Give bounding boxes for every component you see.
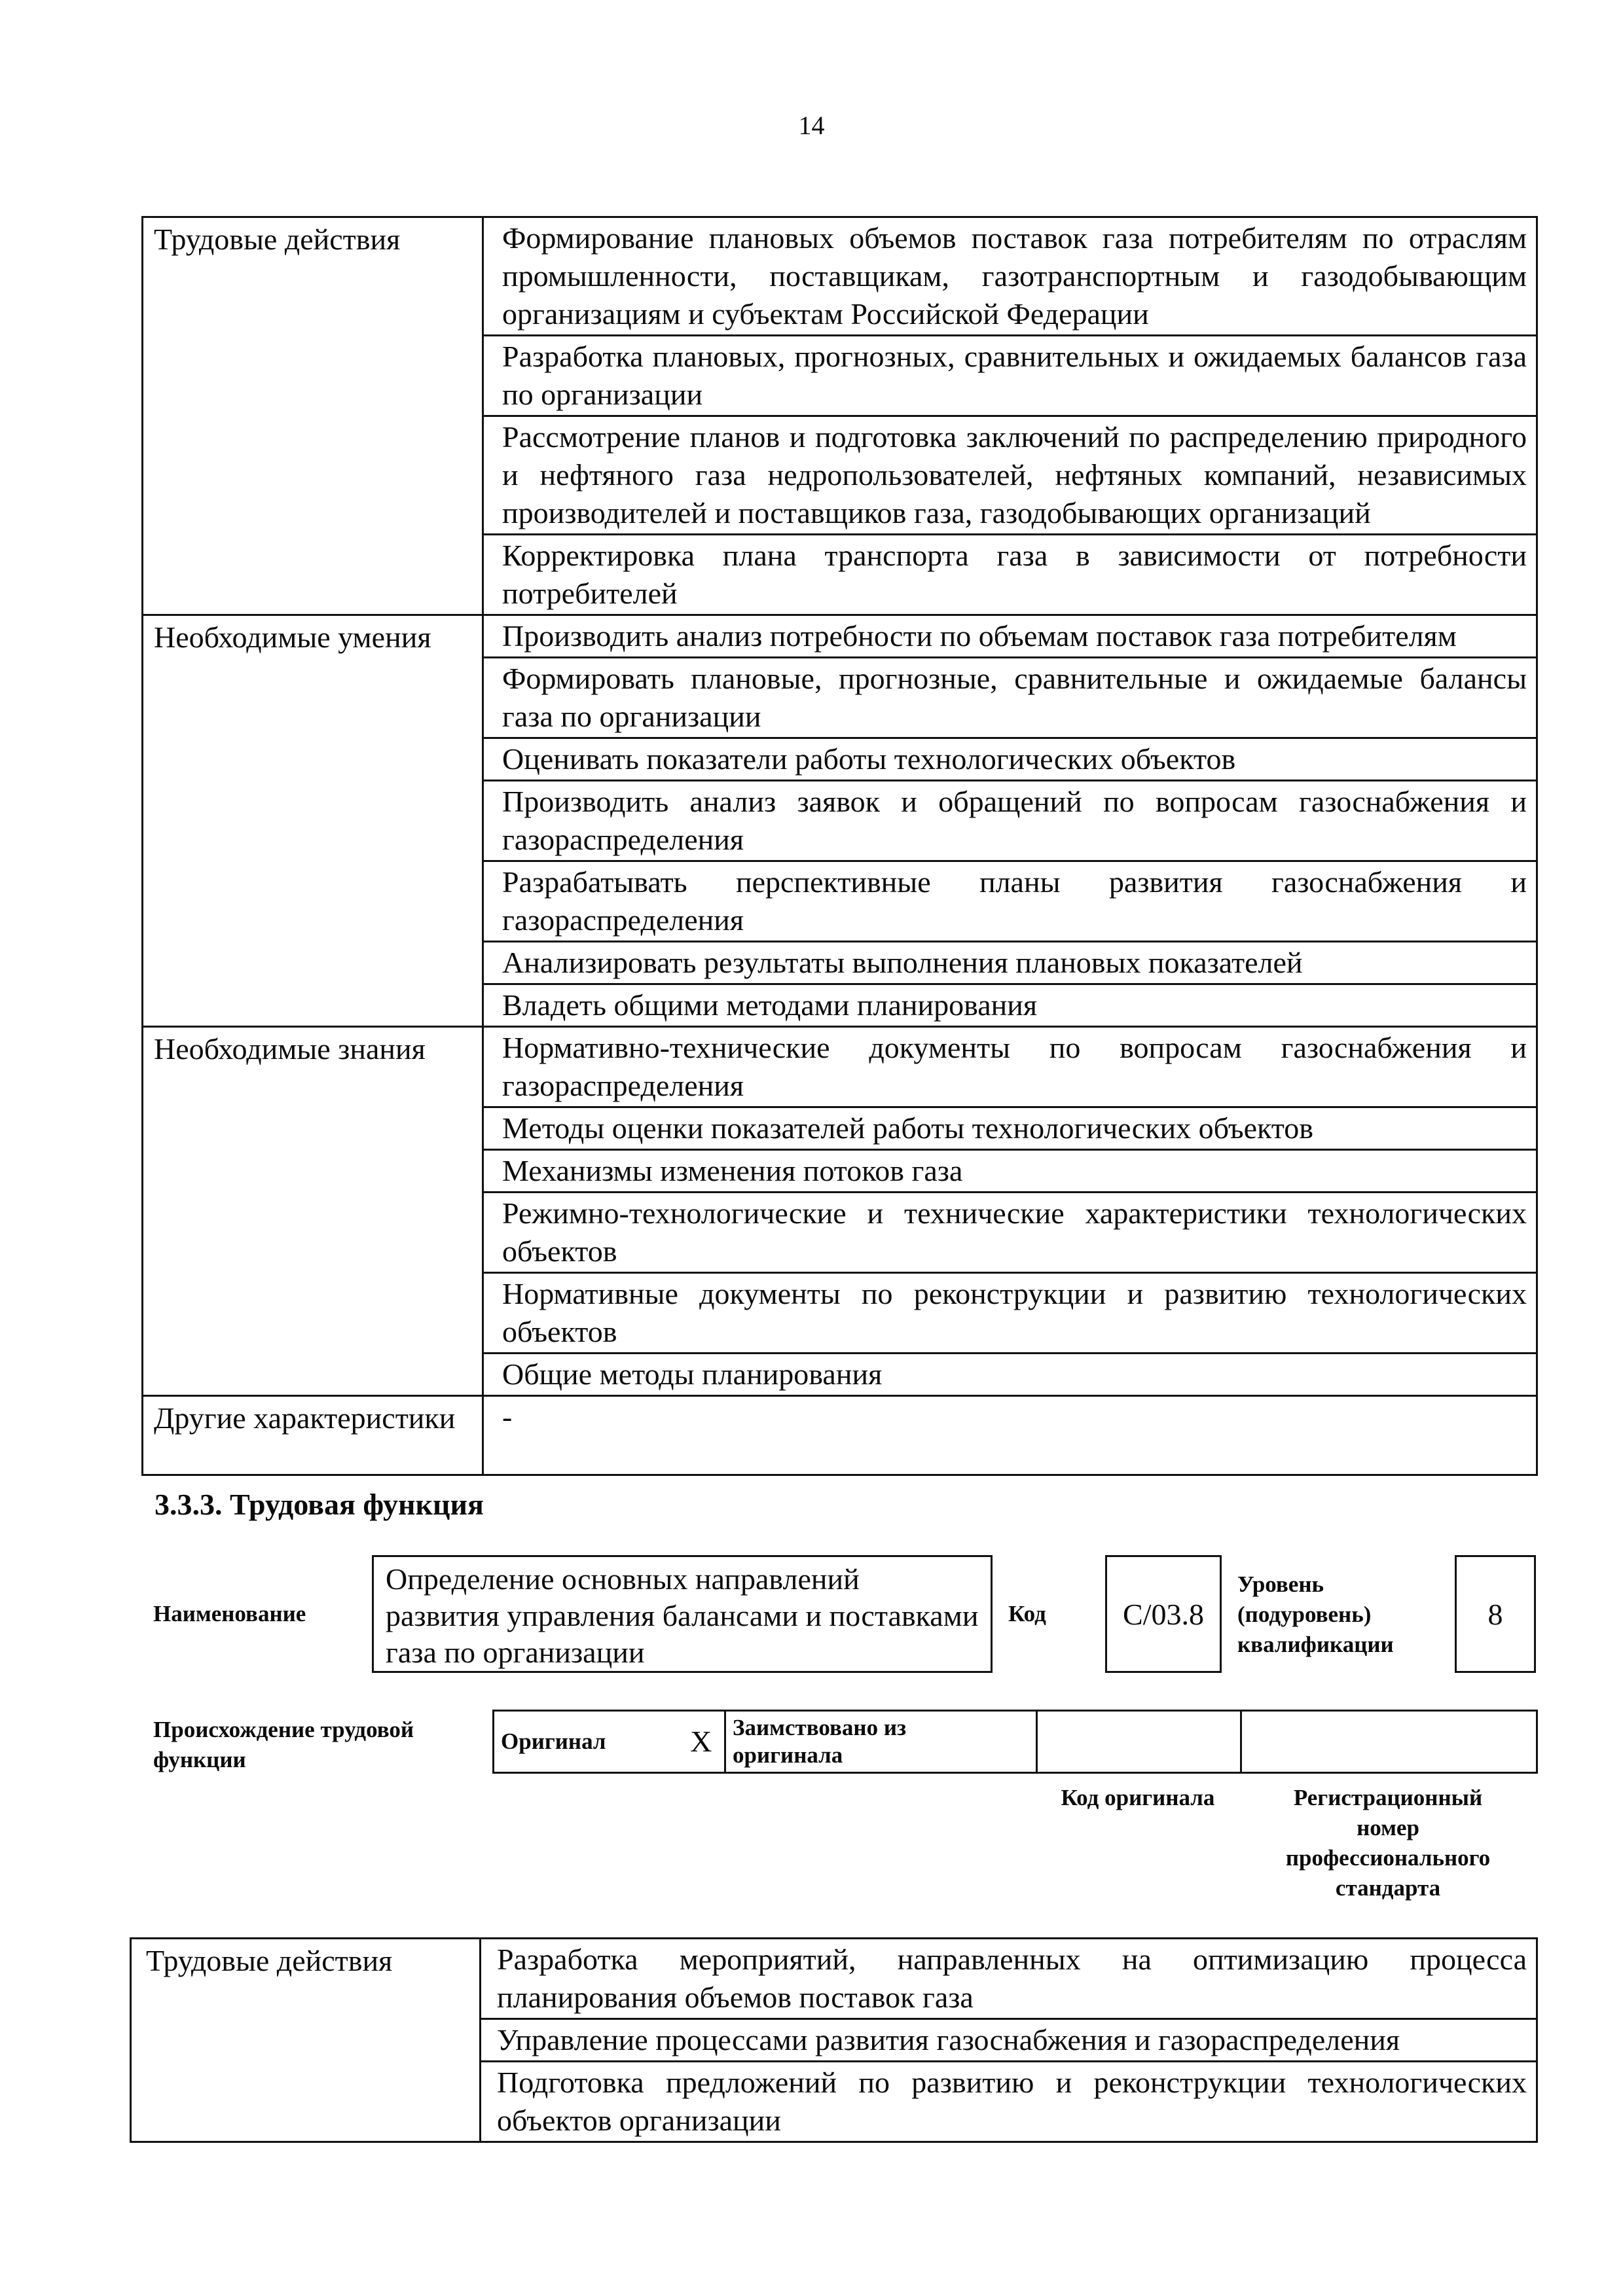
level-label-line: квалификации [1237, 1632, 1394, 1657]
qualification-level-box: 8 [1455, 1555, 1536, 1673]
table-cell: Режимно-технологические и технические характеристики технологических объектов [483, 1193, 1537, 1273]
table-cell: Анализировать результаты выполнения плановых показателей [483, 942, 1537, 984]
table-row [131, 1939, 1537, 2019]
table-cell: Формирование плановых объемов поставок газа потребителям по отраслям промышленности, поставщикам, газотранспортным и газодобывающим организациям и субъектам Российской Федерации [483, 217, 1537, 336]
table-row [143, 1027, 1537, 1107]
borrowed-label-line: оригинала [733, 1742, 843, 1768]
registration-caption-line: стандарта [1335, 1875, 1441, 1901]
row-label-other-characteristics: Другие характеристики [143, 1396, 483, 1475]
table-row [143, 1396, 1537, 1475]
function-name-box: Определение основных направлений развития управления балансами и поставками газа по организации [372, 1555, 993, 1673]
table-cell: Разработка мероприятий, направленных на оптимизацию процесса планирования объемов поставок газа [481, 1939, 1537, 2019]
table-cell: Рассмотрение планов и подготовка заключений по распределению природного и нефтяного газа недропользователей, нефтяных компаний, независимых производителей и поставщиков газа, газодобывающих организаций [483, 416, 1537, 535]
row-label-required-skills: Необходимые умения [143, 615, 483, 1027]
registration-caption-line: профессионального [1285, 1845, 1491, 1871]
table-cell: Формировать плановые, прогнозные, сравнительные и ожидаемые балансы газа по организации [483, 658, 1537, 738]
original-mark: X [678, 1711, 725, 1773]
origin-label-line: функции [153, 1747, 246, 1772]
table-row [143, 615, 1537, 658]
labor-function-table [141, 216, 1538, 1476]
table-cell: Общие методы планирования [483, 1354, 1537, 1396]
registration-number-cell [1241, 1711, 1537, 1773]
table-row [143, 217, 1537, 336]
registration-caption-line: номер [1357, 1815, 1419, 1840]
table-cell: Корректировка плана транспорта газа в зависимости от потребности потребителей [483, 535, 1537, 615]
origin-label [153, 1715, 414, 1775]
table-cell: Производить анализ потребности по объемам поставок газа потребителям [483, 615, 1537, 658]
level-label-line: Уровень [1237, 1571, 1324, 1597]
table-row [494, 1711, 1537, 1773]
name-label: Наименование [153, 1601, 306, 1626]
table-cell: Нормативные документы по реконструкции и развитию технологических объектов [483, 1273, 1537, 1354]
registration-caption [1240, 1783, 1536, 1903]
registration-caption-line: Регистрационный [1293, 1785, 1483, 1810]
table-cell: Нормативно-технические документы по вопросам газоснабжения и газораспределения [483, 1027, 1537, 1107]
borrowed-label [725, 1711, 1037, 1773]
table-cell: Механизмы изменения потоков газа [483, 1150, 1537, 1193]
original-label: Оригинал [494, 1711, 678, 1773]
table-cell: Разрабатывать перспективные планы развития газоснабжения и газораспределения [483, 861, 1537, 942]
table-cell: Владеть общими методами планирования [483, 984, 1537, 1027]
table-cell: Подготовка предложений по развитию и реконструкции технологических объектов организации [481, 2062, 1537, 2142]
level-label [1237, 1570, 1394, 1660]
table-cell: Методы оценки показателей работы технологических объектов [483, 1107, 1537, 1150]
code-label: Код [1008, 1601, 1046, 1626]
code-caption: Код оригинала [1061, 1785, 1215, 1810]
origin-label-line: Происхождение трудовой [153, 1717, 414, 1742]
page-number: 14 [798, 111, 825, 140]
table-cell: - [483, 1396, 1537, 1475]
table-cell: Оценивать показатели работы технологических объектов [483, 738, 1537, 781]
level-label-line: (подуровень) [1237, 1602, 1372, 1627]
table-cell: Разработка плановых, прогнозных, сравнительных и ожидаемых балансов газа по организации [483, 336, 1537, 416]
labor-actions-table [130, 1937, 1538, 2143]
borrowed-label-line: Заимствовано из [733, 1715, 907, 1740]
section-heading: 3.3.3. Трудовая функция [155, 1488, 484, 1521]
original-code-cell [1037, 1711, 1241, 1773]
row-label-labor-actions: Трудовые действия [131, 1939, 481, 2142]
table-cell: Управление процессами развития газоснабжения и газораспределения [481, 2019, 1537, 2062]
row-label-required-knowledge: Необходимые знания [143, 1027, 483, 1396]
row-label-labor-actions: Трудовые действия [143, 217, 483, 615]
table-cell: Производить анализ заявок и обращений по вопросам газоснабжения и газораспределения [483, 781, 1537, 861]
origin-table [492, 1710, 1538, 1774]
function-code-box: C/03.8 [1105, 1555, 1222, 1673]
